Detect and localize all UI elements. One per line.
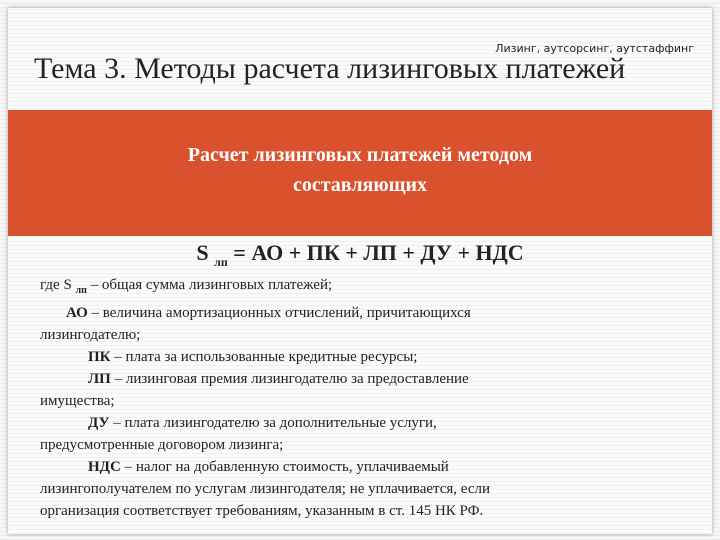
definition-nds-cont-1: лизингополучателем по услугам лизингодателя; не уплачивается, если [40, 481, 490, 497]
banner-line-2: составляющих [292, 174, 428, 196]
definition-nds-text-1: – налог на добавленную стоимость, уплачиваемый [124, 459, 449, 475]
definition-s-subscript: лп [75, 285, 87, 296]
page-title: Тема 3. Методы расчета лизинговых платежей [34, 52, 626, 85]
definition-pk [40, 346, 660, 368]
definition-ao [40, 302, 660, 324]
definitions-list [40, 274, 660, 522]
header-subtitle: Лизинг, аутсорсинг, аутстаффинг [495, 42, 694, 55]
definition-du-text-1: – плата лизингодателю за дополнительные услуги, [113, 415, 437, 431]
section-banner [8, 110, 712, 236]
definition-s-text: – общая сумма лизинговых платежей; [90, 277, 333, 293]
definition-du [40, 412, 660, 434]
definition-nds-term: НДС [88, 459, 121, 475]
formula [40, 240, 680, 270]
definition-ao-cont: лизингодателю; [40, 327, 141, 343]
formula-lhs-subscript: лп [214, 255, 228, 269]
definition-lp [40, 368, 660, 390]
definition-lp-term: ЛП [88, 371, 111, 387]
definition-nds [40, 456, 660, 478]
definition-s-prefix: где S [40, 277, 72, 293]
banner-line-1: Расчет лизинговых платежей методом [187, 144, 533, 166]
definition-ao-term: АО [66, 305, 88, 321]
formula-rhs: = АО + ПК + ЛП + ДУ + НДС [233, 240, 524, 265]
definition-nds-cont-2: организация соответствует требованиям, указанным в ст. 145 НК РФ. [40, 503, 484, 519]
definition-du-term: ДУ [88, 415, 110, 431]
definition-pk-term: ПК [88, 349, 111, 365]
definition-ao-text-1: – величина амортизационных отчислений, причитающихся [91, 305, 471, 321]
definition-lp-text-1: – лизинговая премия лизингодателю за предоставление [114, 371, 469, 387]
formula-lhs: S [196, 240, 209, 265]
definition-s [40, 274, 660, 302]
definition-du-cont: предусмотренные договором лизинга; [40, 437, 284, 453]
definition-pk-text: – плата за использованные кредитные ресурсы; [114, 349, 418, 365]
definition-lp-cont: имущества; [40, 393, 115, 409]
banner-heading [8, 140, 712, 200]
